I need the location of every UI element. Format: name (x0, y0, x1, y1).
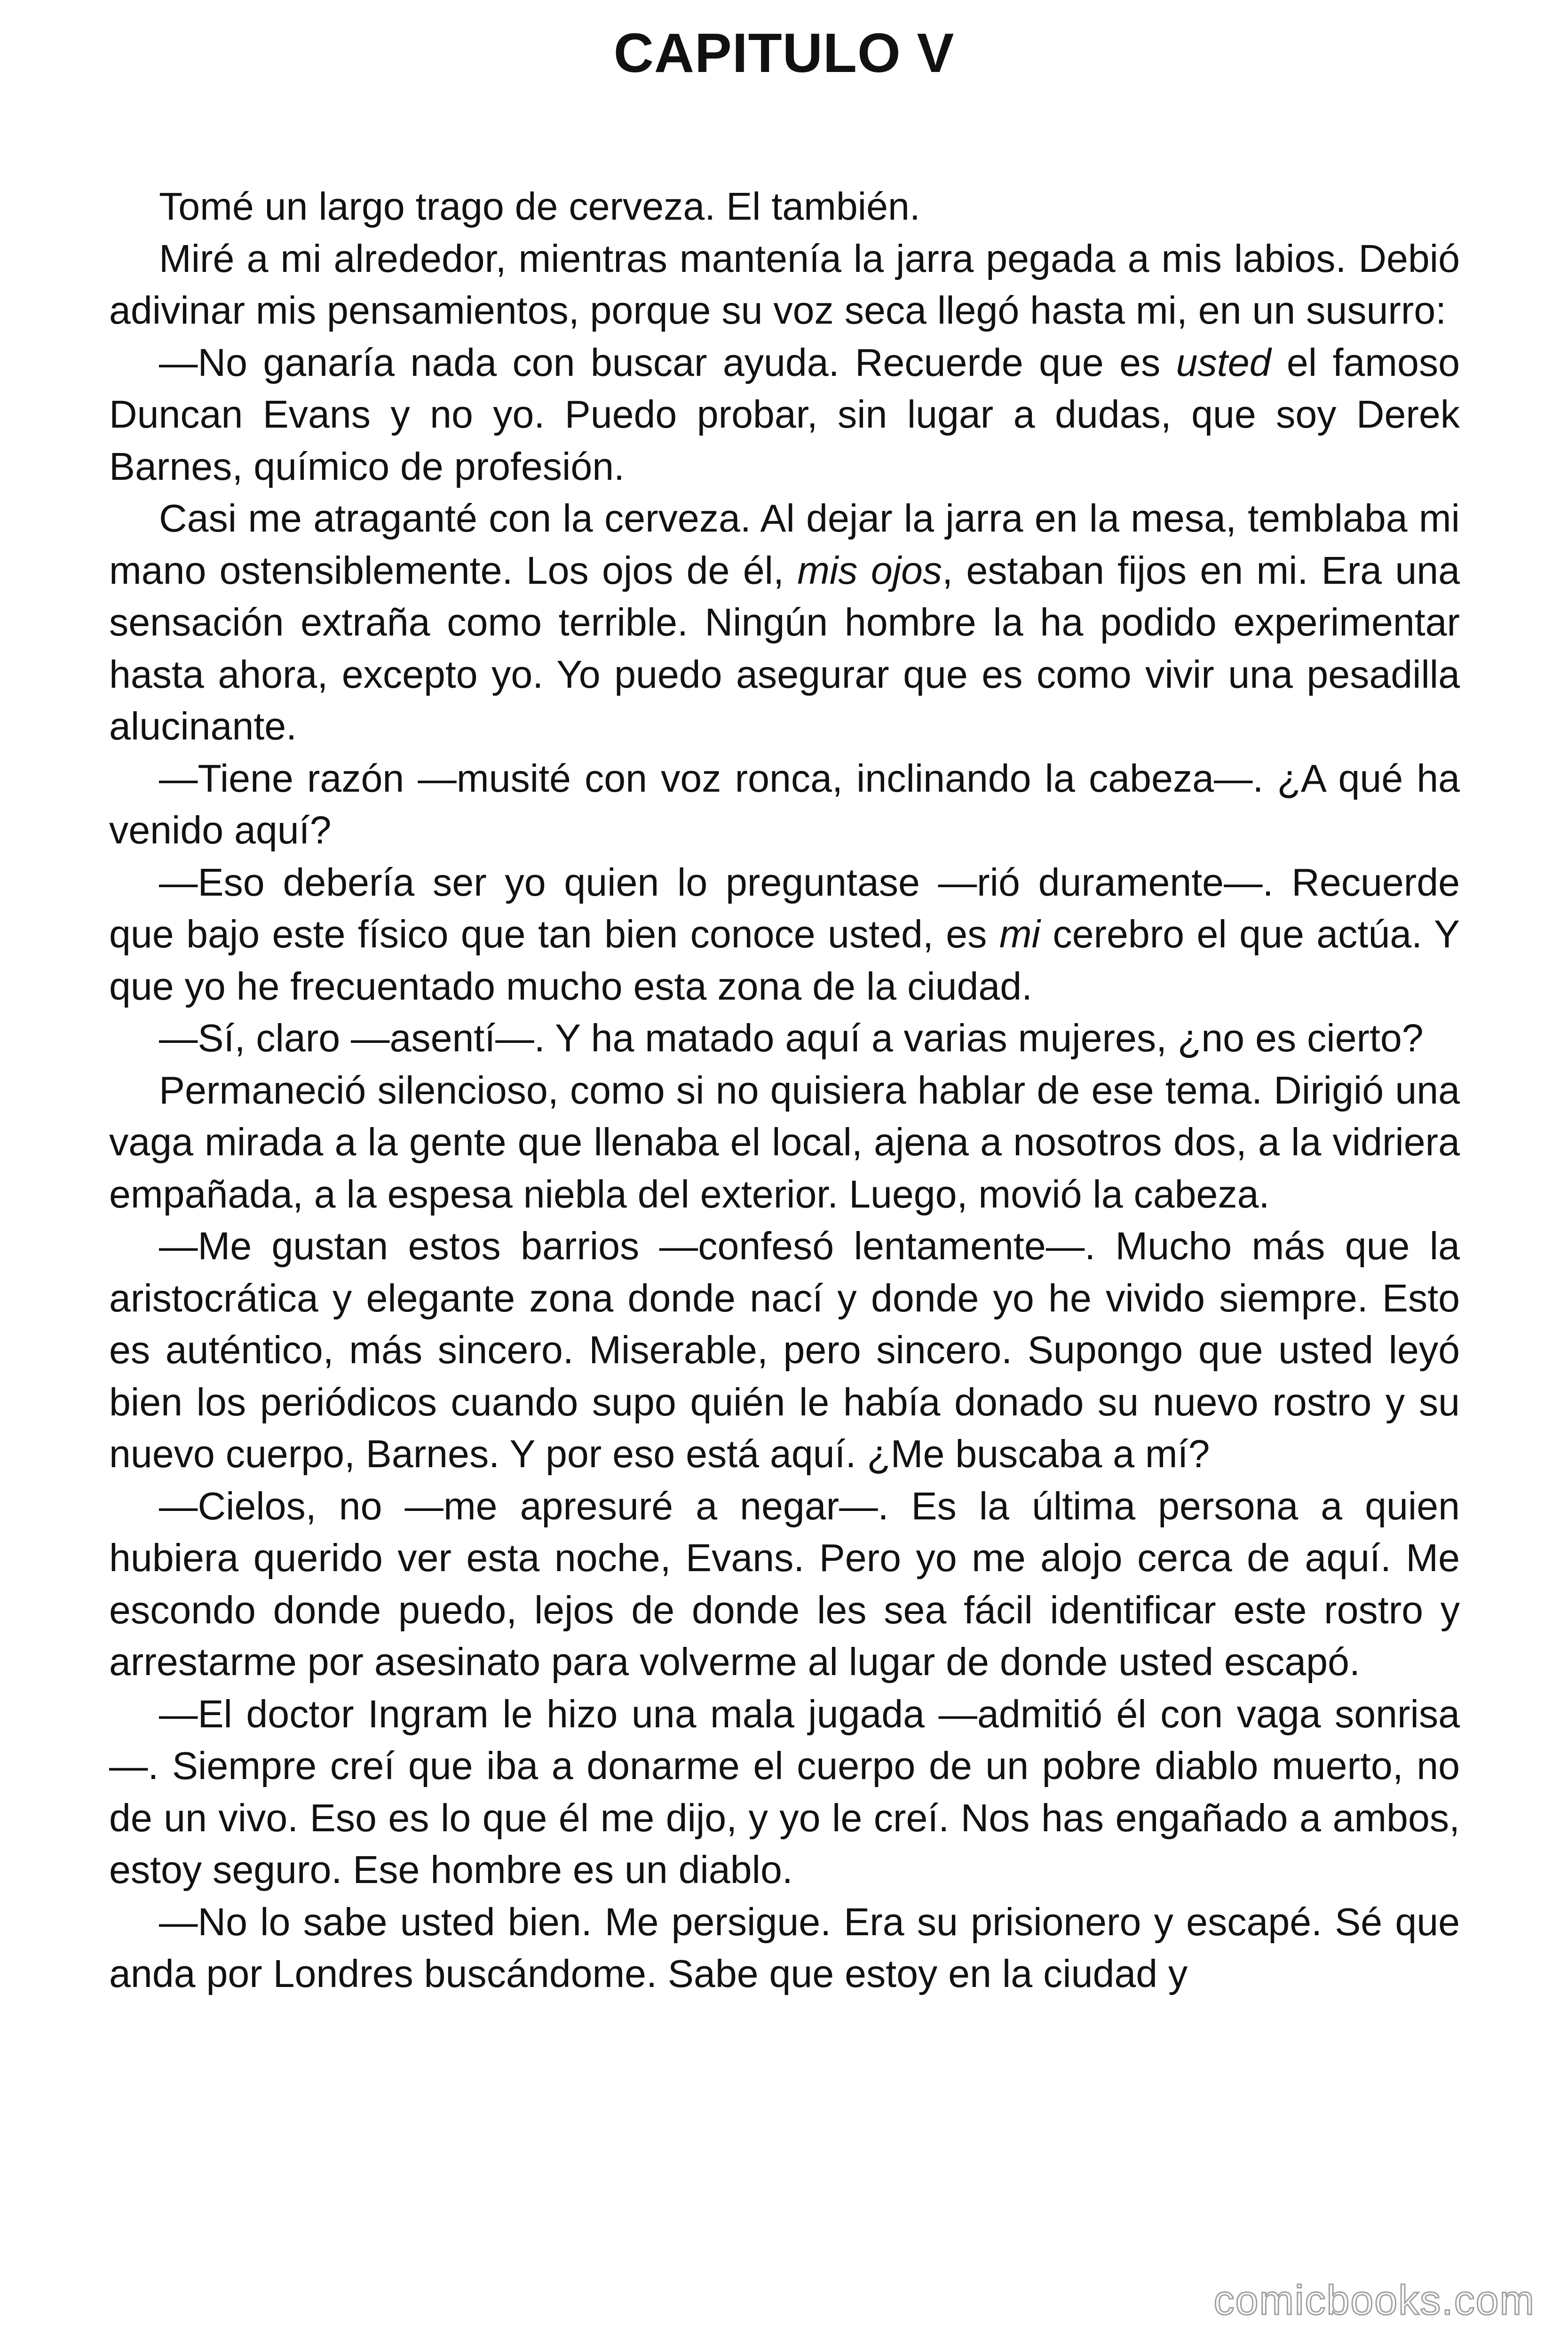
italic-run: mi (999, 913, 1040, 956)
text-run: Tomé un largo trago de cerveza. El también. (159, 185, 920, 228)
paragraph (109, 233, 1460, 337)
italic-run: mis ojos (797, 548, 942, 592)
paragraph (109, 181, 1460, 233)
watermark: comicbooks.com (1213, 2277, 1535, 2323)
text-run: —No ganaría nada con buscar ayuda. Recuerde que es (159, 341, 1176, 384)
paragraph (109, 1065, 1460, 1221)
italic-run: usted (1176, 341, 1271, 384)
paragraph (109, 1896, 1460, 2000)
text-run: —Me gustan estos barrios —confesó lentamente—. Mucho más que la aristocrática y elegante zona donde nací y donde yo he vivido siempre. Esto es auténtico, más sincero. Miserable, pero sincero. Supongo que usted leyó bien los periódicos cuando supo quién le había donado su nuevo rostro y su nuevo cuerpo, Barnes. Y por eso está aquí. ¿Me buscaba a mí? (109, 1224, 1460, 1476)
text-run: —Sí, claro —asentí—. Y ha matado aquí a varias mujeres, ¿no es cierto? (159, 1017, 1424, 1060)
paragraph (109, 1480, 1460, 1688)
text-run: —Cielos, no —me apresuré a negar—. Es la última persona a quien hubiera querido ver esta noche, Evans. Pero yo me alojo cerca de aquí. Me escondo donde puedo, lejos de donde les sea fácil identificar este rostro y arrestarme por asesinato para volverme al lugar de donde usted escapó. (109, 1484, 1460, 1684)
text-run: cerebro el que actúa. Y que yo he frecuentado mucho esta zona de la ciudad. (109, 913, 1460, 1008)
paragraph (109, 1012, 1460, 1065)
paragraph (109, 857, 1460, 1013)
text-run: el famoso Duncan Evans y no yo. Puedo probar, sin lugar a dudas, que soy Derek Barnes, químico de profesión. (109, 341, 1460, 488)
text-run: , estaban fijos en mi. Era una sensación extraña como terrible. Ningún hombre la ha podido experimentar hasta ahora, excepto yo. Yo puedo asegurar que es como vivir una pesadilla alucinante. (109, 548, 1460, 748)
text-run: Permaneció silencioso, como si no quisiera hablar de ese tema. Dirigió una vaga mirada a la gente que llenaba el local, ajena a nosotros dos, a la vidriera empañada, a la espesa niebla del exterior. Luego, movió la cabeza. (109, 1068, 1460, 1216)
text-run: Miré a mi alrededor, mientras mantenía la jarra pegada a mis labios. Debió adivinar mis pensamientos, porque su voz seca llegó hasta mi, en un susurro: (109, 237, 1460, 332)
text-run: —No lo sabe usted bien. Me persigue. Era su prisionero y escapé. Sé que anda por Londres buscándome. Sabe que estoy en la ciudad y (109, 1900, 1460, 1995)
chapter-body (109, 181, 1460, 2000)
text-run: —Eso debería ser yo quien lo preguntase —rió duramente—. Recuerde que bajo este físico que tan bien conoce usted, es (109, 860, 1460, 956)
text-run: Casi me atraganté con la cerveza. Al dejar la jarra en la mesa, temblaba mi mano ostensiblemente. Los ojos de él, (109, 497, 1460, 592)
text-run: —El doctor Ingram le hizo una mala jugada —admitió él con vaga sonrisa—. Siempre creí que iba a donarme el cuerpo de un pobre diablo muerto, no de un vivo. Eso es lo que él me dijo, y yo le creí. Nos has engañado a ambos, estoy seguro. Ese hombre es un diablo. (109, 1692, 1460, 1891)
paragraph (109, 337, 1460, 493)
chapter-title: CAPITULO V (613, 22, 955, 84)
text-run: —Tiene razón —musité con voz ronca, inclinando la cabeza—. ¿A qué ha venido aquí? (109, 756, 1460, 852)
paragraph (109, 1688, 1460, 1896)
paragraph (109, 753, 1460, 857)
paragraph (109, 493, 1460, 753)
paragraph (109, 1220, 1460, 1480)
